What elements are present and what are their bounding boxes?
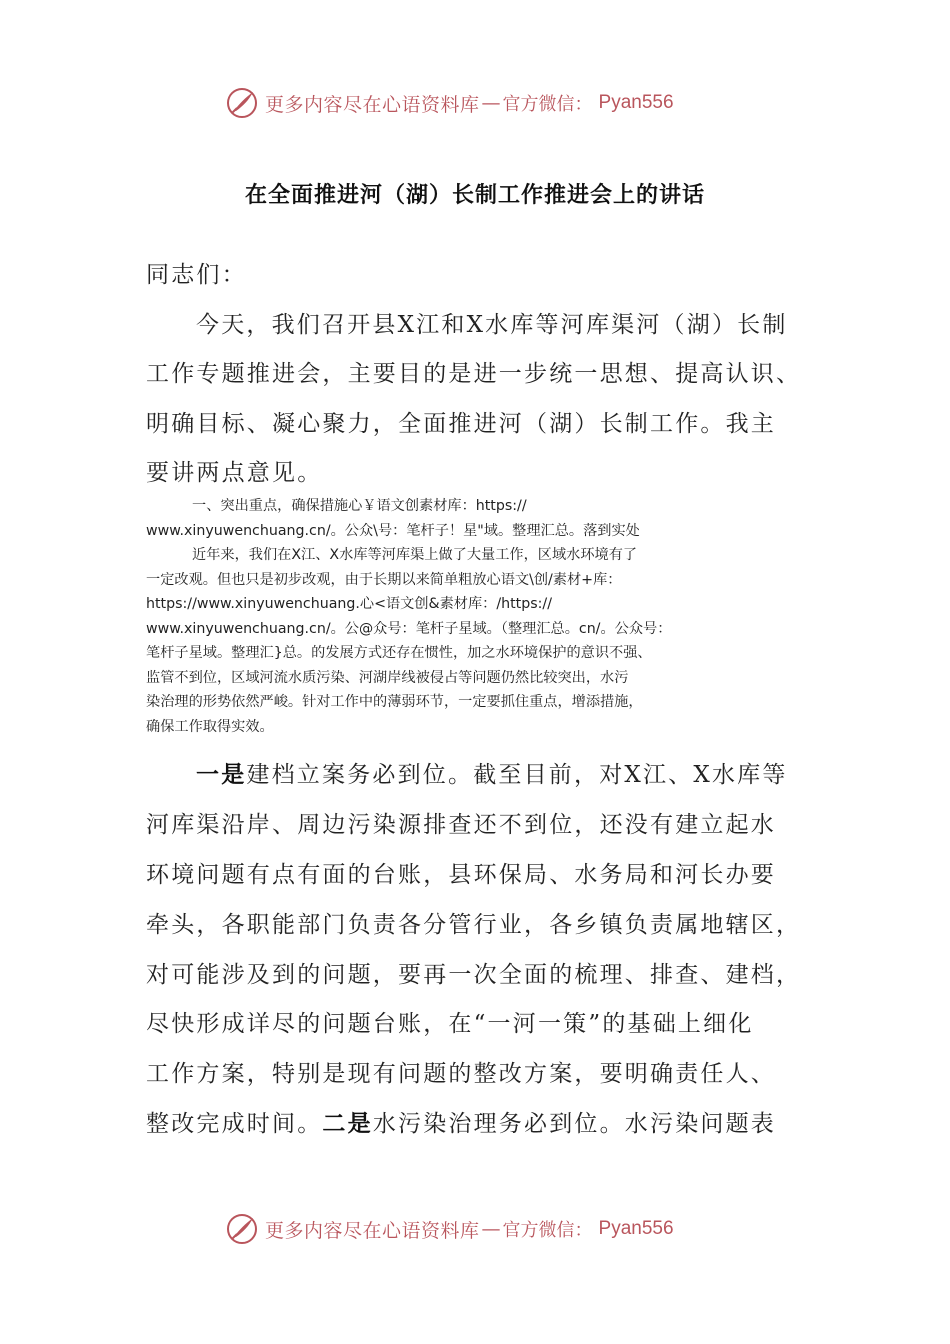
intro-line: 今天，我们召开县X江和X水库等河库渠河（湖）长制 xyxy=(196,312,788,338)
section-text-line: www.xinyuwenchuang.cn/。公众\号：笔杆子！星"域。整理汇总。落到实处 xyxy=(146,522,640,539)
point-one-line: 环境问题有点有面的台账，县环保局、水务局和河长办要 xyxy=(146,862,776,888)
section-text-line: www.xinyuwenchuang.cn/。公@众号：笔杆子星域。（整理汇总。cn/。公众号： xyxy=(146,620,672,637)
banner-wechat-id: Pyan556 xyxy=(598,92,674,113)
point-one-first-line xyxy=(196,756,788,789)
point-one-lead: 一是 xyxy=(196,761,247,788)
section-text-line: 染治理的形势依然严峻。针对工作中的薄弱环节，一定要抓住重点，增添措施， xyxy=(146,694,643,710)
section-one-block xyxy=(146,494,816,739)
intro-line: 要讲两点意见。 xyxy=(146,460,323,486)
section-heading-line: 一、突出重点，确保措施心￥语文创素材库：https:// xyxy=(192,498,527,514)
banner-wechat-id: Pyan556 xyxy=(598,1218,674,1239)
banner-text: 更多内容尽在心语资料库 xyxy=(265,93,480,116)
intro-line: 工作专题推进会，主要目的是进一步统一思想、提高认识、 xyxy=(146,361,802,387)
banner-separator: — xyxy=(481,1218,501,1240)
banner-text: 更多内容尽在心语资料库 xyxy=(265,1219,480,1242)
point-one-line: 牵头，各职能部门负责各分管行业，各乡镇负责属地辖区， xyxy=(146,912,802,938)
section-text-line: 笔杆子星域。整理汇}总。的发展方式还存在惯性，加之水环境保护的意识不强、 xyxy=(146,645,652,661)
point-one-text: 整改完成时间。 xyxy=(146,1111,323,1137)
quill-logo-icon xyxy=(225,86,259,120)
section-text-line: 近年来，我们在X江、X水库等河库渠上做了大量工作，区域水环境有了 xyxy=(192,547,638,563)
point-one-line: 河库渠沿岸、周边污染源排查还不到位，还没有建立起水 xyxy=(146,812,776,838)
banner-wechat-label: 官方微信： xyxy=(502,1220,593,1241)
point-one-line: 对可能涉及到的问题，要再一次全面的梳理、排查、建档， xyxy=(146,962,802,988)
point-two-lead: 二是 xyxy=(322,1110,373,1137)
document-title: 在全面推进河（湖）长制工作推进会上的讲话 xyxy=(244,183,705,208)
section-text-line: 监管不到位，区域河流水质污染、河湖岸线被侵占等问题仍然比较突出，水污 xyxy=(146,669,629,686)
section-text-line: 一定改观。但也只是初步改观，由于长期以来简单粗放心语文\创/素材+库： xyxy=(146,571,622,588)
point-one-text: 建档立案务必到位。截至目前，对X江、X水库等 xyxy=(246,762,788,788)
footer-banner xyxy=(225,1212,725,1246)
intro-line: 明确目标、凝心聚力，全面推进河（湖）长制工作。我主 xyxy=(146,411,776,437)
quill-logo-icon xyxy=(225,1212,259,1246)
section-text-line: 确保工作取得实效。 xyxy=(146,718,274,735)
point-one-last-line xyxy=(146,1105,776,1138)
greeting: 同志们： xyxy=(146,262,247,288)
point-two-text: 水污染治理务必到位。水污染问题表 xyxy=(372,1111,777,1137)
header-banner xyxy=(225,86,725,120)
section-text-line: https://www.xinyuwenchuang.心<语文创&素材库：/https:// xyxy=(146,596,552,612)
point-one-line: 尽快形成详尽的问题台账，在“一河一策”的基础上细化 xyxy=(146,1011,754,1037)
banner-separator: — xyxy=(481,92,501,114)
point-one-line: 工作方案，特别是现有问题的整改方案，要明确责任人、 xyxy=(146,1061,776,1087)
banner-wechat-label: 官方微信： xyxy=(502,94,593,115)
